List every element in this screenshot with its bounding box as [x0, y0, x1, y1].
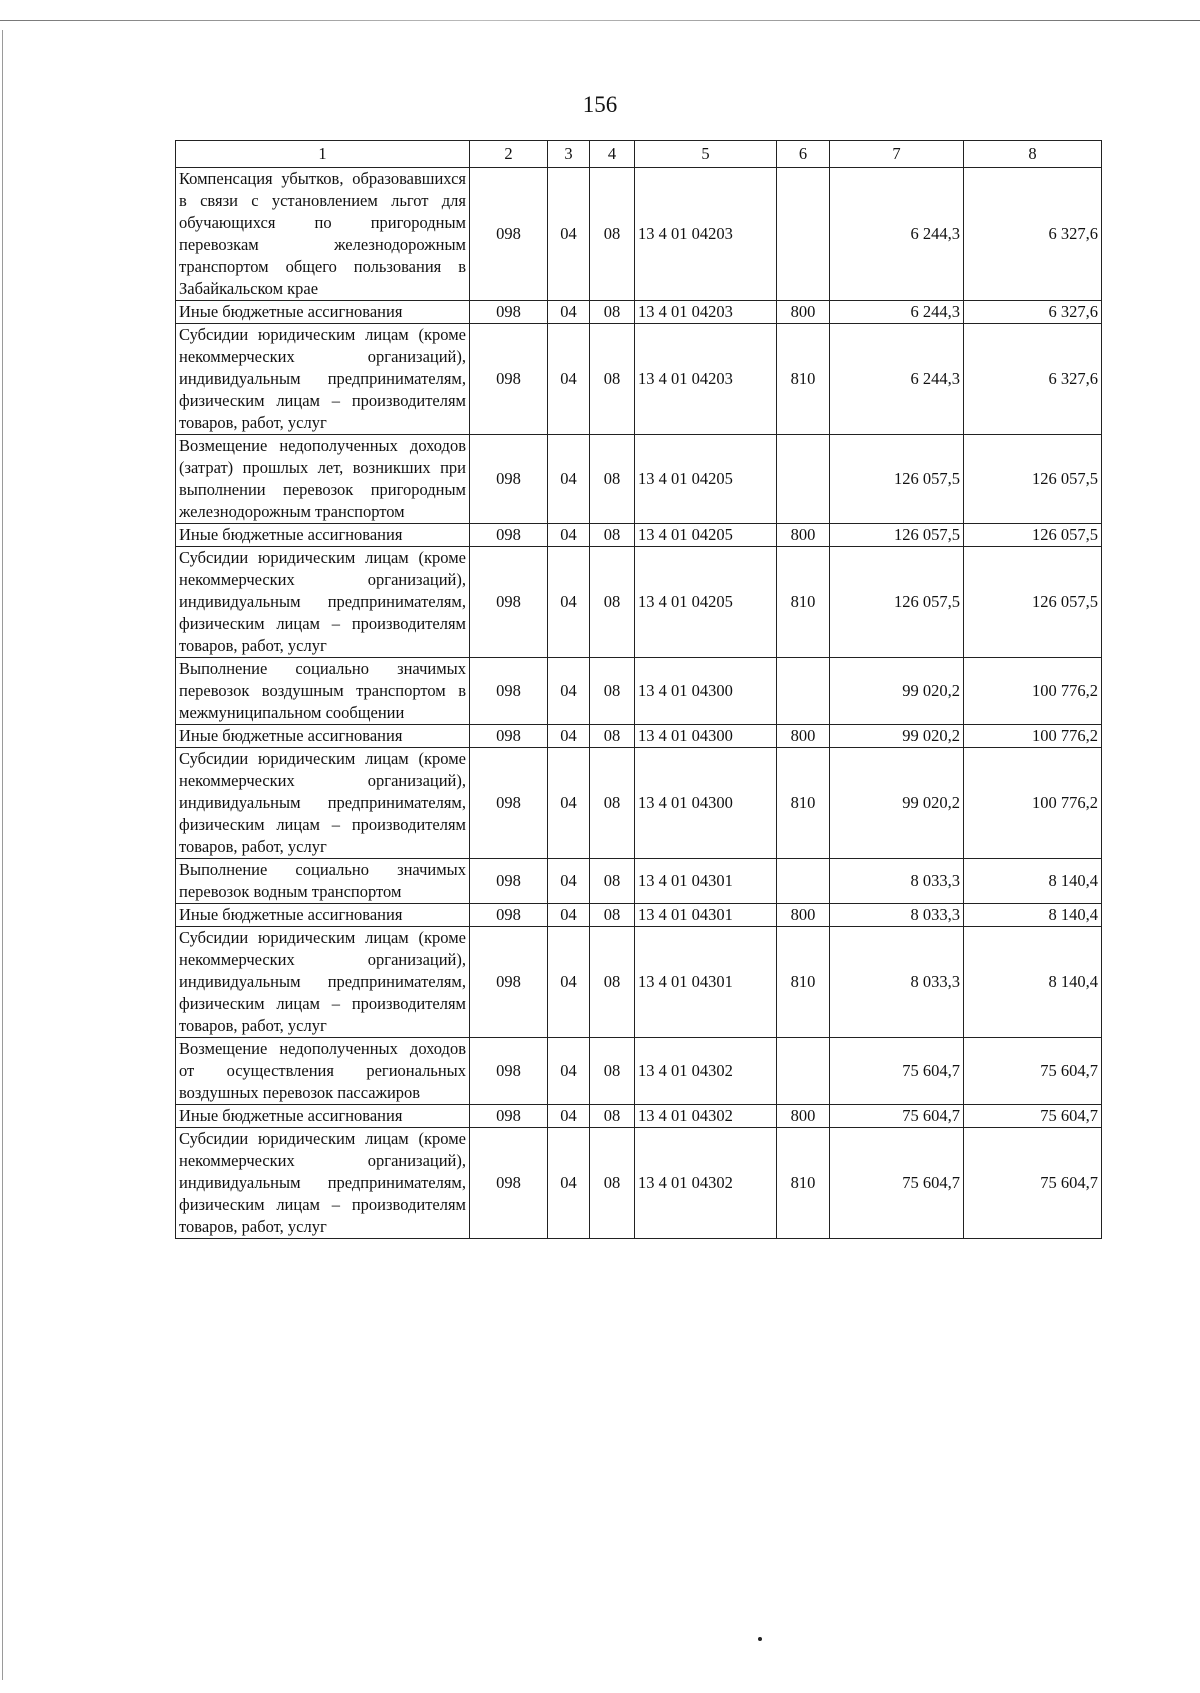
target-article-cell: 13 4 01 04205	[635, 435, 777, 524]
scan-edge-left	[2, 30, 3, 1680]
admin-code-cell: 098	[470, 435, 548, 524]
subsection-cell: 08	[590, 748, 635, 859]
amount-year-2-cell: 6 327,6	[964, 324, 1102, 435]
table-row	[176, 324, 1102, 435]
admin-code-cell: 098	[470, 904, 548, 927]
target-article-cell: 13 4 01 04300	[635, 658, 777, 725]
target-article-cell: 13 4 01 04203	[635, 324, 777, 435]
subsection-cell: 08	[590, 435, 635, 524]
section-cell: 04	[548, 904, 590, 927]
table-header-row	[176, 141, 1102, 168]
amount-year-1-cell: 126 057,5	[830, 524, 964, 547]
page-number: 156	[582, 92, 618, 117]
amount-year-1-cell: 6 244,3	[830, 324, 964, 435]
row-name-cell: Выполнение социально значимых перевозок воздушным транспортом в межмуниципальном сообщении	[176, 658, 470, 725]
row-name-cell: Иные бюджетные ассигнования	[176, 1105, 470, 1128]
amount-year-2-cell: 126 057,5	[964, 547, 1102, 658]
admin-code-cell: 098	[470, 859, 548, 904]
amount-year-2-cell: 100 776,2	[964, 725, 1102, 748]
subsection-cell: 08	[590, 658, 635, 725]
amount-year-1-cell: 6 244,3	[830, 168, 964, 301]
subsection-cell: 08	[590, 1038, 635, 1105]
amount-year-1-cell: 99 020,2	[830, 748, 964, 859]
expense-type-cell: 810	[777, 547, 830, 658]
section-cell: 04	[548, 301, 590, 324]
row-name-cell: Иные бюджетные ассигнования	[176, 904, 470, 927]
amount-year-1-cell: 99 020,2	[830, 658, 964, 725]
amount-year-2-cell: 6 327,6	[964, 301, 1102, 324]
expense-type-cell: 810	[777, 324, 830, 435]
section-cell: 04	[548, 547, 590, 658]
section-cell: 04	[548, 324, 590, 435]
target-article-cell: 13 4 01 04301	[635, 927, 777, 1038]
amount-year-2-cell: 75 604,7	[964, 1128, 1102, 1239]
row-name-cell: Иные бюджетные ассигнования	[176, 301, 470, 324]
row-name-cell: Возмещение недополученных доходов (затрат) прошлых лет, возникших при выполнении перевозок пригородным железнодорожным транспортом	[176, 435, 470, 524]
row-name-cell: Компенсация убытков, образовавшихся в связи с установлением льгот для обучающихся по пригородным перевозкам железнодорожным транспортом общего пользования в Забайкальском крае	[176, 168, 470, 301]
subsection-cell: 08	[590, 301, 635, 324]
amount-year-2-cell: 8 140,4	[964, 904, 1102, 927]
admin-code-cell: 098	[470, 1038, 548, 1105]
section-cell: 04	[548, 1038, 590, 1105]
expense-type-cell: 810	[777, 1128, 830, 1239]
column-header: 1	[176, 141, 470, 168]
table-row	[176, 168, 1102, 301]
expense-type-cell	[777, 859, 830, 904]
expense-type-cell	[777, 168, 830, 301]
admin-code-cell: 098	[470, 524, 548, 547]
table-row	[176, 748, 1102, 859]
admin-code-cell: 098	[470, 168, 548, 301]
subsection-cell: 08	[590, 168, 635, 301]
admin-code-cell: 098	[470, 658, 548, 725]
subsection-cell: 08	[590, 927, 635, 1038]
target-article-cell: 13 4 01 04205	[635, 547, 777, 658]
table-row	[176, 435, 1102, 524]
admin-code-cell: 098	[470, 324, 548, 435]
amount-year-2-cell: 100 776,2	[964, 658, 1102, 725]
target-article-cell: 13 4 01 04300	[635, 725, 777, 748]
admin-code-cell: 098	[470, 748, 548, 859]
column-header: 8	[964, 141, 1102, 168]
expense-type-cell: 810	[777, 748, 830, 859]
column-header: 7	[830, 141, 964, 168]
section-cell: 04	[548, 658, 590, 725]
table-row	[176, 927, 1102, 1038]
amount-year-2-cell: 6 327,6	[964, 168, 1102, 301]
row-name-cell: Субсидии юридическим лицам (кроме некоммерческих организаций), индивидуальным предпринимателям, физическим лицам – производителям товаров, работ, услуг	[176, 927, 470, 1038]
section-cell: 04	[548, 435, 590, 524]
amount-year-2-cell: 126 057,5	[964, 524, 1102, 547]
target-article-cell: 13 4 01 04301	[635, 904, 777, 927]
row-name-cell: Иные бюджетные ассигнования	[176, 524, 470, 547]
amount-year-2-cell: 8 140,4	[964, 859, 1102, 904]
amount-year-2-cell: 75 604,7	[964, 1105, 1102, 1128]
target-article-cell: 13 4 01 04301	[635, 859, 777, 904]
column-header: 5	[635, 141, 777, 168]
column-header: 2	[470, 141, 548, 168]
subsection-cell: 08	[590, 524, 635, 547]
amount-year-2-cell: 126 057,5	[964, 435, 1102, 524]
scan-dot	[758, 1637, 762, 1641]
expense-type-cell	[777, 658, 830, 725]
table-row	[176, 524, 1102, 547]
section-cell: 04	[548, 1128, 590, 1239]
section-cell: 04	[548, 927, 590, 1038]
budget-table	[175, 140, 1102, 1239]
column-header: 3	[548, 141, 590, 168]
row-name-cell: Субсидии юридическим лицам (кроме некоммерческих организаций), индивидуальным предпринимателям, физическим лицам – производителям товаров, работ, услуг	[176, 324, 470, 435]
amount-year-1-cell: 75 604,7	[830, 1128, 964, 1239]
table-row	[176, 859, 1102, 904]
table-row	[176, 547, 1102, 658]
section-cell: 04	[548, 1105, 590, 1128]
scan-edge-top	[0, 20, 1200, 21]
target-article-cell: 13 4 01 04302	[635, 1038, 777, 1105]
admin-code-cell: 098	[470, 725, 548, 748]
expense-type-cell	[777, 1038, 830, 1105]
amount-year-2-cell: 100 776,2	[964, 748, 1102, 859]
target-article-cell: 13 4 01 04300	[635, 748, 777, 859]
table-row	[176, 725, 1102, 748]
row-name-cell: Субсидии юридическим лицам (кроме некоммерческих организаций), индивидуальным предпринимателям, физическим лицам – производителям товаров, работ, услуг	[176, 547, 470, 658]
row-name-cell: Субсидии юридическим лицам (кроме некоммерческих организаций), индивидуальным предпринимателям, физическим лицам – производителям товаров, работ, услуг	[176, 748, 470, 859]
amount-year-1-cell: 126 057,5	[830, 435, 964, 524]
table-row	[176, 658, 1102, 725]
table-row	[176, 904, 1102, 927]
row-name-cell: Возмещение недополученных доходов от осуществления региональных воздушных перевозок пассажиров	[176, 1038, 470, 1105]
admin-code-cell: 098	[470, 301, 548, 324]
expense-type-cell: 800	[777, 904, 830, 927]
table-body	[176, 168, 1102, 1239]
amount-year-1-cell: 75 604,7	[830, 1038, 964, 1105]
section-cell: 04	[548, 748, 590, 859]
admin-code-cell: 098	[470, 1128, 548, 1239]
subsection-cell: 08	[590, 725, 635, 748]
subsection-cell: 08	[590, 547, 635, 658]
row-name-cell: Иные бюджетные ассигнования	[176, 725, 470, 748]
amount-year-1-cell: 6 244,3	[830, 301, 964, 324]
target-article-cell: 13 4 01 04203	[635, 301, 777, 324]
table-row	[176, 301, 1102, 324]
amount-year-2-cell: 75 604,7	[964, 1038, 1102, 1105]
amount-year-1-cell: 99 020,2	[830, 725, 964, 748]
section-cell: 04	[548, 168, 590, 301]
table-row	[176, 1128, 1102, 1239]
admin-code-cell: 098	[470, 927, 548, 1038]
amount-year-1-cell: 75 604,7	[830, 1105, 964, 1128]
expense-type-cell: 800	[777, 524, 830, 547]
subsection-cell: 08	[590, 1128, 635, 1239]
target-article-cell: 13 4 01 04302	[635, 1105, 777, 1128]
subsection-cell: 08	[590, 1105, 635, 1128]
amount-year-1-cell: 8 033,3	[830, 904, 964, 927]
subsection-cell: 08	[590, 904, 635, 927]
row-name-cell: Субсидии юридическим лицам (кроме некоммерческих организаций), индивидуальным предпринимателям, физическим лицам – производителям товаров, работ, услуг	[176, 1128, 470, 1239]
column-header: 6	[777, 141, 830, 168]
table-row	[176, 1038, 1102, 1105]
expense-type-cell: 810	[777, 927, 830, 1038]
admin-code-cell: 098	[470, 1105, 548, 1128]
subsection-cell: 08	[590, 324, 635, 435]
section-cell: 04	[548, 725, 590, 748]
expense-type-cell: 800	[777, 301, 830, 324]
subsection-cell: 08	[590, 859, 635, 904]
target-article-cell: 13 4 01 04205	[635, 524, 777, 547]
column-header: 4	[590, 141, 635, 168]
table-row	[176, 1105, 1102, 1128]
expense-type-cell: 800	[777, 1105, 830, 1128]
section-cell: 04	[548, 524, 590, 547]
expense-type-cell: 800	[777, 725, 830, 748]
admin-code-cell: 098	[470, 547, 548, 658]
amount-year-1-cell: 8 033,3	[830, 927, 964, 1038]
row-name-cell: Выполнение социально значимых перевозок водным транспортом	[176, 859, 470, 904]
amount-year-1-cell: 126 057,5	[830, 547, 964, 658]
amount-year-2-cell: 8 140,4	[964, 927, 1102, 1038]
target-article-cell: 13 4 01 04302	[635, 1128, 777, 1239]
section-cell: 04	[548, 859, 590, 904]
expense-type-cell	[777, 435, 830, 524]
amount-year-1-cell: 8 033,3	[830, 859, 964, 904]
target-article-cell: 13 4 01 04203	[635, 168, 777, 301]
